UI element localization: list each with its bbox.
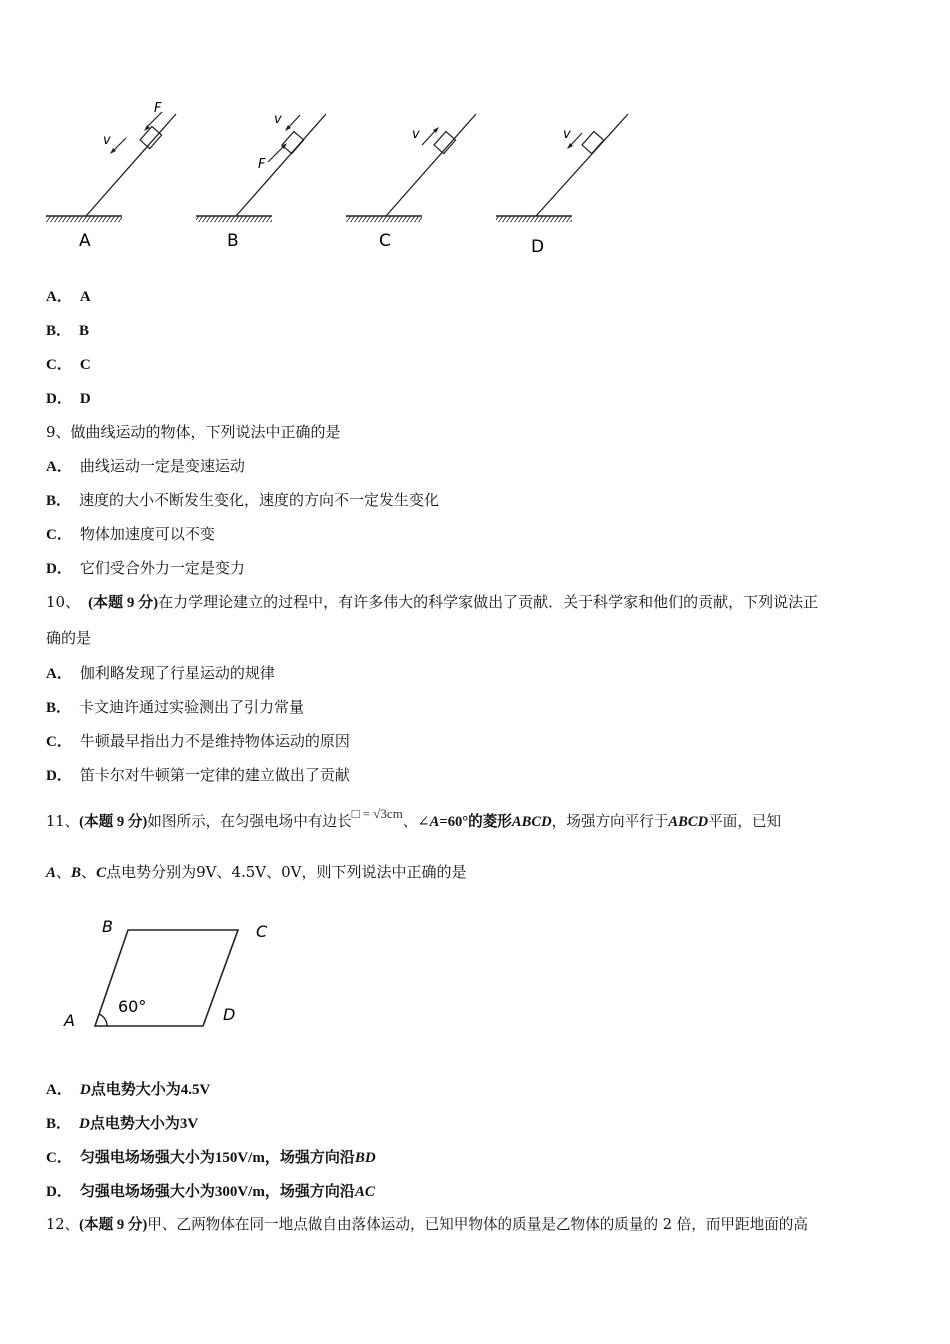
option-text: 卡文迪许通过实验测出了引力常量 [79, 698, 305, 716]
option-text: 点电势大小为3V [89, 1116, 199, 1132]
option-letter: C． [46, 357, 72, 373]
angle-arc [99, 1014, 107, 1026]
force-arrow-b [268, 146, 284, 162]
stem-fragment: 平面，已知 [708, 813, 782, 830]
incline-figure-d [496, 114, 628, 257]
separator: 、 [56, 863, 72, 881]
question-stem: 在力学理论建立的过程中，有许多伟大的科学家做出了贡献．关于科学家和他们的贡献，下列说法正 [158, 593, 819, 611]
q11-option-b [46, 1113, 198, 1134]
figure-label-b: B [227, 231, 239, 251]
option-variable: AC [354, 1184, 375, 1200]
q10-option-a [46, 663, 275, 684]
option-letter: C． [46, 734, 72, 750]
option-letter: B． [46, 1116, 72, 1132]
q11-option-c [46, 1147, 376, 1168]
vertex-label-a: A [64, 1011, 75, 1030]
option-variable: D [79, 1082, 91, 1098]
point-variable: C [96, 865, 107, 881]
option-letter: D． [46, 561, 72, 577]
block-a [140, 126, 162, 148]
q10-option-c [46, 731, 350, 752]
option-letter: B． [46, 700, 72, 716]
q8-option-b [46, 320, 89, 341]
q8-option-c [46, 354, 91, 375]
rhombus-abcd [95, 930, 238, 1026]
q9-option-a [46, 456, 245, 477]
option-variable: D [79, 1116, 90, 1132]
vertex-label-b: B [102, 917, 113, 936]
option-letter: B． [46, 323, 72, 339]
stem-fragment: 、∠ [402, 813, 430, 830]
option-letter: D． [46, 391, 72, 407]
incline-figures [40, 100, 660, 270]
option-letter: D． [46, 768, 72, 784]
option-text: 牛顿最早指出力不是维持物体运动的原因 [79, 732, 350, 750]
question-score: (本题 9 分) [79, 1217, 148, 1233]
point-variable: A [46, 865, 57, 881]
option-text: 它们受合外力一定是变力 [79, 559, 245, 577]
figure-label-c: C [379, 231, 391, 251]
q11-stem-line2 [46, 862, 467, 883]
question-number: 10、 [46, 593, 81, 611]
q10-stem-line1 [46, 592, 818, 613]
force-label-a: F [154, 101, 162, 116]
q9-option-b [46, 490, 439, 511]
block-d [582, 131, 604, 153]
q8-option-d [46, 388, 91, 409]
velocity-label-b: v [274, 112, 282, 127]
question-score: (本题 9 分) [79, 814, 148, 830]
stem-fragment: ，场强方向平行于 [551, 813, 669, 830]
q9-option-c [46, 524, 215, 545]
option-text: 曲线运动一定是变速运动 [79, 457, 245, 475]
angle-variable: A [429, 814, 440, 830]
point-variable: B [71, 865, 82, 881]
option-letter: A． [46, 289, 72, 305]
option-text: 物体加速度可以不变 [79, 525, 215, 543]
q11-option-a [46, 1079, 210, 1100]
incline-figure-b [196, 112, 326, 251]
angle-label: 60° [118, 997, 147, 1016]
figure-label-d: D [531, 237, 545, 257]
question-number: 12、 [46, 1216, 80, 1233]
stem-fragment: 点电势分别为9V、4.5V、0V，则下列说法中正确的是 [106, 863, 467, 881]
stem-fragment: =60°的菱形 [439, 814, 512, 830]
question-stem: 甲、乙两物体在同一地点做自由落体运动，已知甲物体的质量是乙物体的质量的 2 倍，而甲距地面的高 [147, 1216, 808, 1233]
shape-variable: ABCD [511, 814, 552, 830]
option-letter: A． [46, 666, 72, 682]
side-length-formula: □ = √3cm [351, 806, 403, 821]
option-text: A [79, 289, 91, 305]
q10-option-b [46, 697, 304, 718]
vertex-label-c: C [256, 922, 268, 941]
q11-option-d [46, 1181, 375, 1202]
velocity-label-d: v [563, 127, 571, 142]
velocity-arrow-c [422, 130, 436, 145]
question-stem: 如图所示，在匀强电场中有边长 [147, 813, 352, 830]
velocity-label-c: v [412, 127, 420, 142]
velocity-arrow-a [113, 138, 126, 151]
force-label-b: F [258, 157, 266, 172]
option-letter: A． [46, 459, 72, 475]
option-text: 匀强电场场强大小为150V/m，场强方向沿 [79, 1150, 355, 1166]
option-text: C [79, 357, 91, 373]
shape-variable: ABCD [668, 814, 709, 830]
question-number: 11、 [46, 813, 80, 830]
q12-stem [46, 1215, 808, 1235]
option-text: 伽利略发现了行星运动的规律 [79, 664, 275, 682]
option-variable: BD [354, 1150, 376, 1166]
option-text: 点电势大小为4.5V [90, 1082, 211, 1098]
option-letter: C． [46, 527, 72, 543]
q11-stem-line1 [46, 806, 782, 832]
option-text: 速度的大小不断发生变化，速度的方向不一定发生变化 [79, 491, 440, 509]
rhombus-figure [55, 915, 285, 1040]
option-text: B [79, 323, 90, 339]
separator: 、 [81, 863, 97, 881]
option-letter: B． [46, 493, 72, 509]
incline-figure-a [46, 101, 176, 251]
q10-option-d [46, 765, 350, 786]
vertex-label-d: D [223, 1005, 236, 1024]
incline-figure-c [346, 114, 476, 251]
option-letter: D． [46, 1184, 72, 1200]
option-letter: C． [46, 1150, 72, 1166]
q9-option-d [46, 558, 245, 579]
option-text: 匀强电场场强大小为300V/m，场强方向沿 [79, 1184, 355, 1200]
figure-label-a: A [79, 231, 91, 251]
option-text: D [79, 391, 91, 407]
q8-option-a [46, 286, 91, 307]
q9-stem: 9、做曲线运动的物体，下列说法中正确的是 [46, 423, 341, 441]
velocity-arrow-b [288, 115, 300, 128]
q10-stem-line2: 确的是 [46, 629, 92, 647]
velocity-arrow-d [570, 133, 582, 146]
question-score: (本题 9 分) [88, 595, 159, 611]
option-letter: A． [46, 1082, 72, 1098]
option-text: 笛卡尔对牛顿第一定律的建立做出了贡献 [79, 766, 350, 784]
velocity-label-a: v [103, 133, 111, 148]
